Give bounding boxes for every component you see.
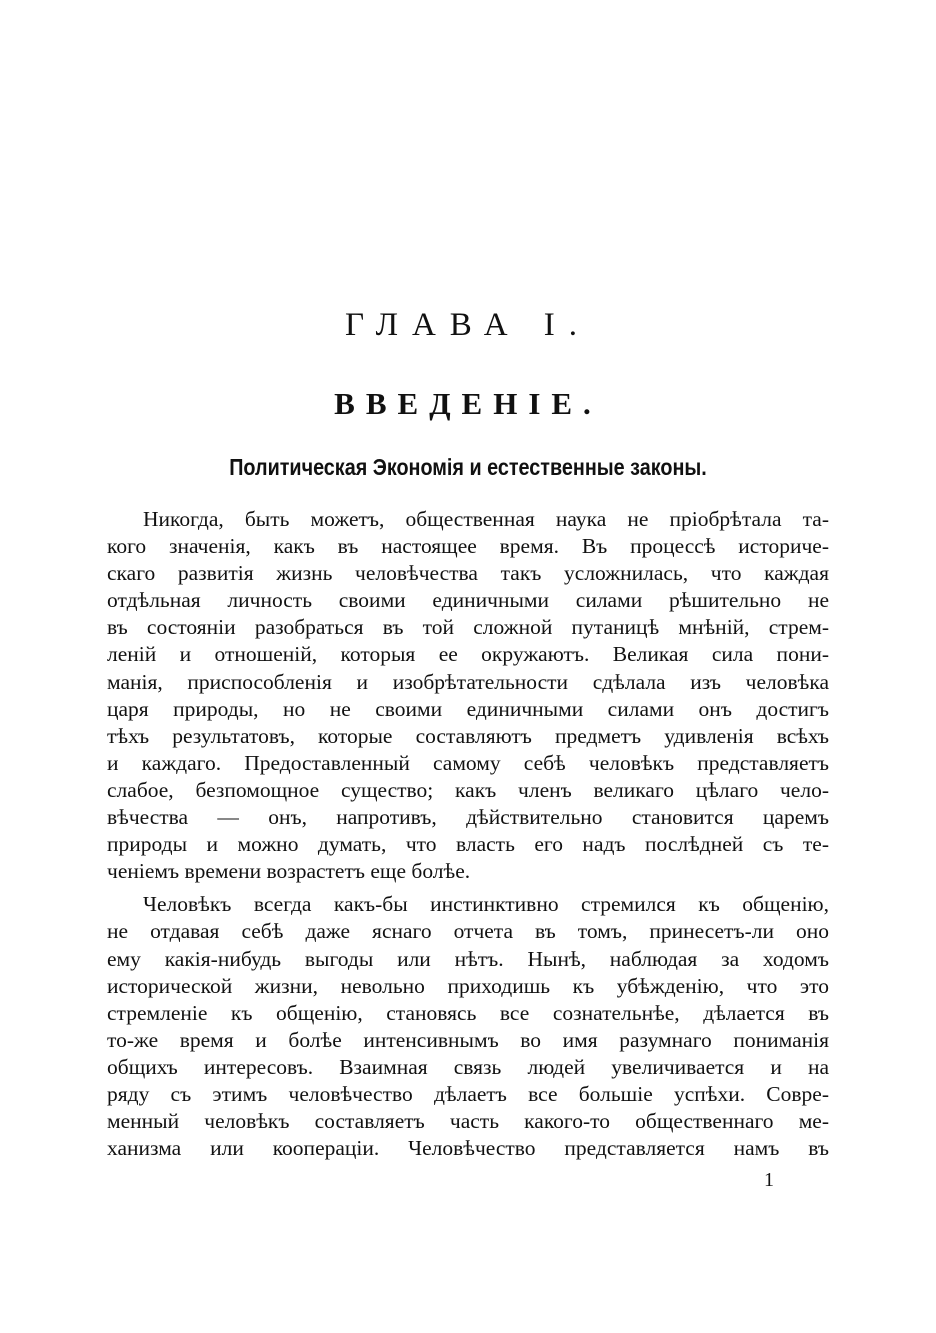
chapter-number: ГЛАВА I. [344, 307, 592, 343]
chapter-title: ВВЕДЕНІЕ. [334, 386, 602, 421]
text-line: ему какія-нибудь выгоды или нѣтъ. Нынѣ, наблюдая за ходомъ [107, 946, 829, 971]
text-line: царя природы, но не своими единичными силами онъ достигъ [107, 696, 829, 721]
text-line: ряду съ этимъ человѣчество дѣлаетъ все большіе успѣхи. Совре- [107, 1081, 829, 1106]
text-line: въ состояніи разобраться въ той сложной путаницѣ мнѣній, стрем- [107, 615, 829, 640]
text-line: то-же время и болѣе интенсивнымъ во имя разумнаго пониманія [107, 1027, 829, 1052]
text-line: Человѣкъ всегда какъ-бы инстинктивно стремился къ общенію, [143, 892, 829, 917]
text-line: ченіемъ времени возрастетъ еще болѣе. [107, 859, 471, 884]
text-line: скаго развитія жизнь человѣчества такъ усложнилась, что каждая [107, 561, 829, 586]
text-line: общихъ интересовъ. Взаимная связь людей увеличивается и на [107, 1054, 829, 1079]
page-number: 1 [764, 1169, 774, 1191]
text-line: Никогда, быть можетъ, общественная наука не пріобрѣтала та- [143, 507, 829, 531]
text-line: вѣчества — онъ, напротивъ, дѣйствительно становится царемъ [107, 805, 829, 830]
text-line: ханизма или коопераціи. Человѣчество представляется намъ въ [107, 1136, 829, 1161]
text-line: исторической жизни, невольно приходишь къ убѣжденію, что это [107, 973, 829, 998]
text-line: манія, приспособленія и изобрѣтательности сдѣлала изъ человѣка [107, 669, 829, 694]
text-line: не отдавая себѣ даже яснаго отчета въ томъ, принесетъ-ли оно [107, 919, 829, 944]
text-line: слабое, безпомощное существо; какъ членъ великаго цѣлаго чело- [107, 777, 829, 802]
text-line: природы и можно думать, что власть его надъ послѣдней съ те- [107, 832, 829, 857]
text-line: отдѣльная личность своими единичными силами рѣшительно не [107, 588, 829, 613]
paragraph-2 [107, 891, 829, 1162]
text-line: леній и отношеній, которыя ее окружаютъ. Великая сила пони- [107, 642, 829, 667]
section-title: Политическая Экономія и естественные законы. [229, 454, 707, 480]
text-line: тѣхъ результатовъ, которые составляютъ предметъ удивленія всѣхъ [107, 723, 829, 748]
text-line: и каждаго. Предоставленный самому себѣ человѣкъ представляетъ [107, 750, 829, 775]
text-line: кого значенія, какъ въ настоящее время. Въ процессѣ историче- [107, 534, 829, 559]
body-text [107, 506, 829, 1162]
text-line: менный человѣкъ составляетъ часть какого-то общественнаго ме- [107, 1109, 829, 1134]
text-line: стремленіе къ общенію, становясь все сознательнѣе, дѣлается въ [107, 1000, 829, 1025]
paragraph-1 [107, 506, 829, 885]
